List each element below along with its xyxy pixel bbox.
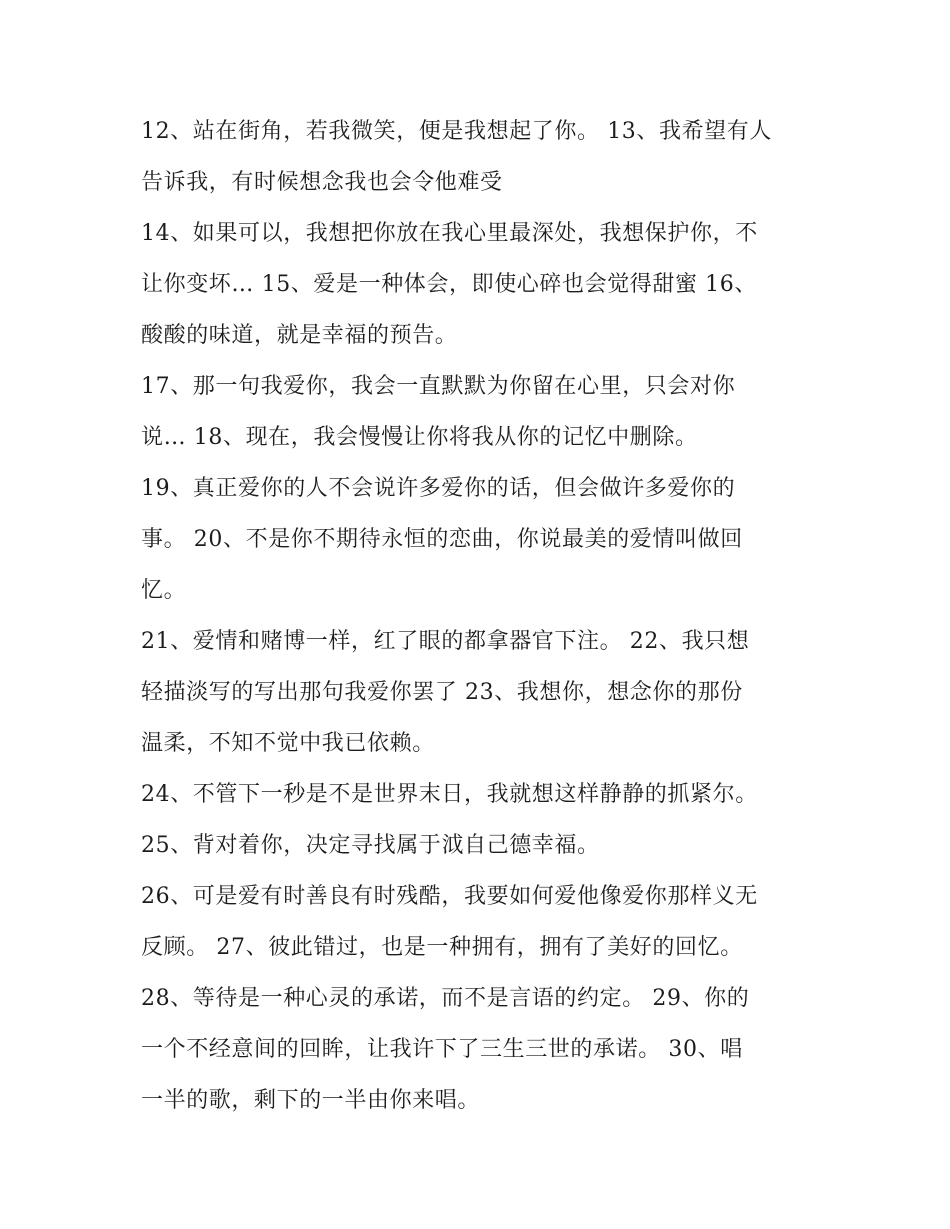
text-line: 让你变坏… 15、爱是一种体会，即使心碎也会觉得甜蜜 16、	[141, 272, 757, 297]
text-line: 24、不管下一秒是不是世界末日，我就想这样静静的抓紧尔。	[141, 782, 758, 807]
text-line: 17、那一句我爱你，我会一直默默为你留在心里，只会对你	[141, 374, 736, 399]
text-line: 14、如果可以，我想把你放在我心里最深处，我想保护你，不	[141, 221, 758, 246]
text-line: 26、可是爱有时善良有时残酷，我要如何爱他像爱你那样义无	[141, 884, 758, 909]
text-line: 事。 20、不是你不期待永恒的恋曲，你说最美的爱情叫做回	[141, 527, 743, 552]
text-line: 一半的歌，剩下的一半由你来唱。	[141, 1088, 481, 1113]
text-line: 19、真正爱你的人不会说许多爱你的话，但会做许多爱你的	[141, 476, 736, 501]
text-line: 忆。	[141, 578, 187, 603]
text-line: 21、爱情和赌博一样，红了眼的都拿器官下注。 22、我只想	[141, 629, 750, 654]
text-line: 轻描淡写的写出那句我爱你罢了 23、我想你，想念你的那份	[141, 680, 743, 705]
text-line: 25、背对着你，决定寻找属于泧自己德幸福。	[141, 833, 600, 858]
text-line: 12、站在街角，若我微笑，便是我想起了你。 13、我希望有人	[141, 119, 772, 144]
text-line: 说… 18、现在，我会慢慢让你将我从你的记忆中删除。	[141, 425, 698, 450]
text-line: 一个不经意间的回眸，让我许下了三生三世的承诺。 30、唱	[141, 1037, 743, 1062]
text-line: 告诉我，有时候想念我也会令他难受	[141, 170, 503, 195]
text-line: 28、等待是一种心灵的承诺，而不是言语的约定。 29、你的	[141, 986, 750, 1011]
document-body	[141, 106, 821, 1126]
text-line: 温柔，不知不觉中我已依赖。	[141, 731, 435, 756]
text-line: 反顾。 27、彼此错过，也是一种拥有，拥有了美好的回忆。	[141, 935, 743, 960]
text-line: 酸酸的味道，就是幸福的预告。	[141, 323, 458, 348]
